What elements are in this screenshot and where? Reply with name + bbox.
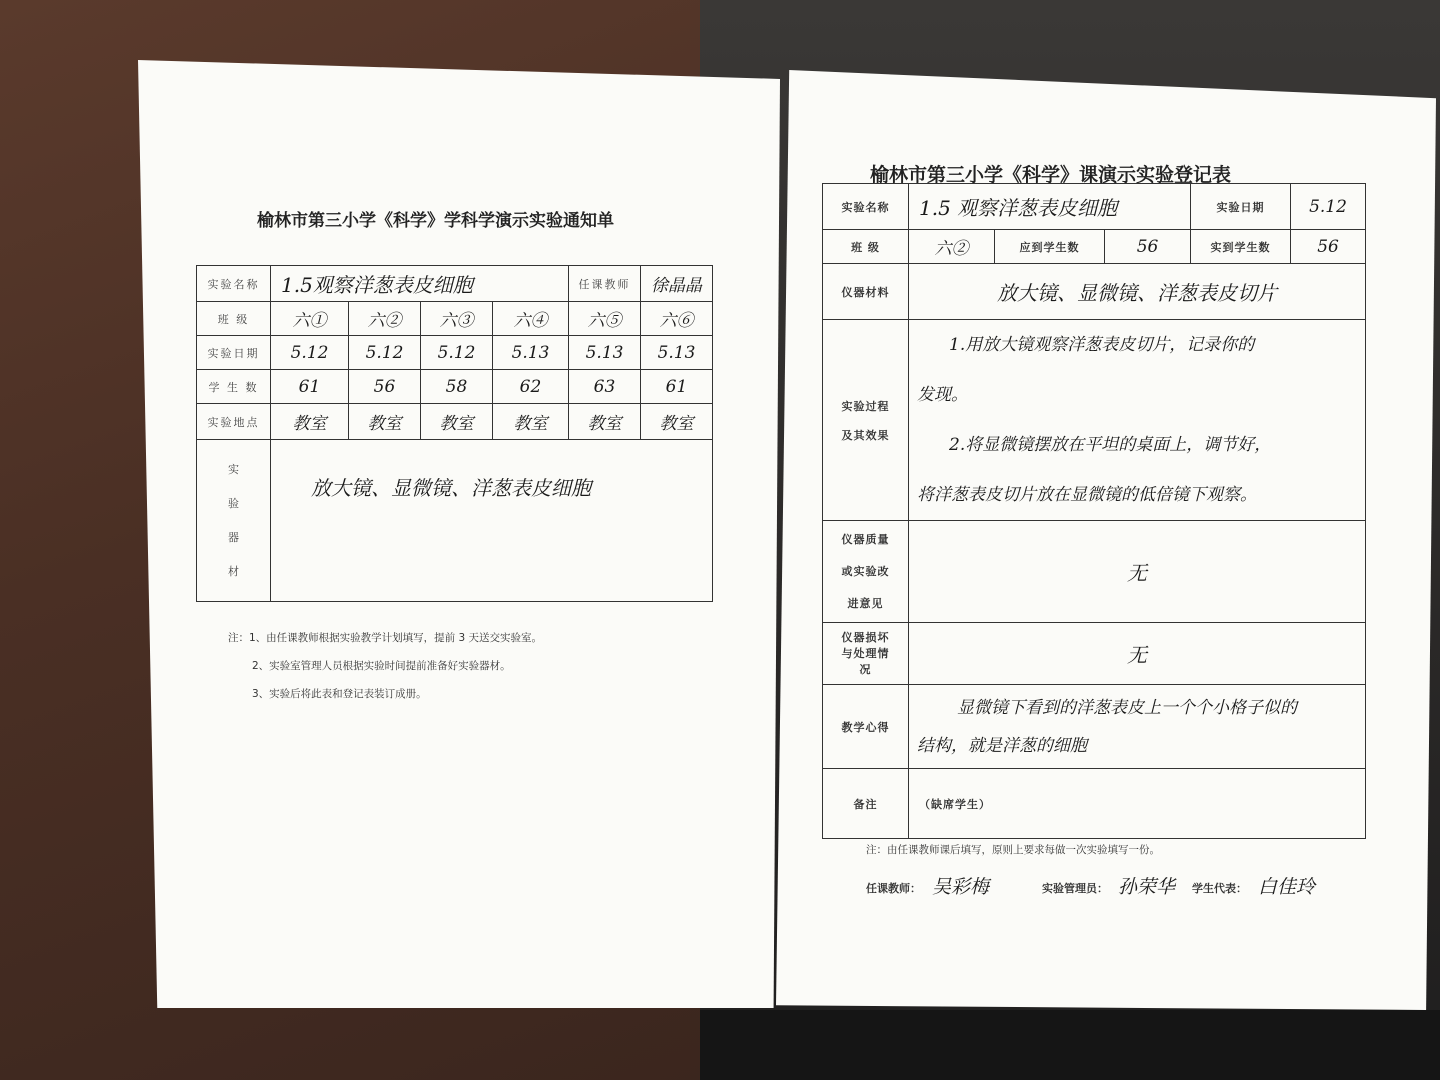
class-cell: 六⑥ (641, 302, 713, 336)
materials-label: 仪器材料 (823, 264, 909, 320)
note-line: 3、实验后将此表和登记表装订成册。 (252, 688, 427, 700)
experiment-name-label: 实验名称 (197, 266, 271, 302)
date-cell: 5.13 (493, 336, 569, 370)
equipment-label-char: 实 (228, 462, 239, 476)
students-cell: 63 (569, 370, 641, 404)
date-cell: 5.12 (349, 336, 421, 370)
location-label: 实验地点 (197, 404, 271, 440)
remarks-label: 备注 (823, 769, 909, 839)
table-row (823, 230, 1366, 264)
quality-label (823, 521, 909, 623)
teacher-label: 任课教师 (569, 266, 641, 302)
table-row (823, 264, 1366, 320)
process-line: 1.用放大镜观察洋葱表皮切片，记录你的 (949, 335, 1255, 355)
materials-value: 放大镜、显微镜、洋葱表皮切片 (909, 264, 1366, 320)
reflection-line: 显微镜下看到的洋葱表皮上一个个小格子似的 (957, 697, 1297, 718)
location-cell: 教室 (493, 404, 569, 440)
process-line: 2.将显微镜摆放在平坦的桌面上，调节好， (949, 435, 1272, 455)
equipment-label-char: 器 (228, 530, 239, 544)
note-line: 注：1、由任课教师根据实验教学计划填写，提前 3 天送交实验室。 (228, 632, 543, 644)
teacher-signature-label: 任课教师： (866, 882, 921, 895)
students-cell: 62 (493, 370, 569, 404)
table-row (823, 685, 1366, 769)
table-row (823, 521, 1366, 623)
damage-label-line: 仪器损坏 (841, 630, 890, 644)
expected-students-value: 56 (1105, 230, 1191, 264)
location-cell: 教室 (569, 404, 641, 440)
table-row (197, 370, 713, 404)
table-row (823, 320, 1366, 521)
reflection-label: 教学心得 (823, 685, 909, 769)
notice-form-table (196, 265, 713, 602)
admin-signature-label: 实验管理员： (1042, 882, 1108, 895)
class-label: 班 级 (823, 230, 909, 264)
equipment-value: 放大镜、显微镜、洋葱表皮细胞 (311, 476, 591, 500)
notice-form-title: 榆林市第三小学《科学》学科学演示实验通知单 (257, 211, 614, 231)
actual-students-label: 实到学生数 (1191, 230, 1291, 264)
table-row (197, 336, 713, 370)
table-row (823, 184, 1366, 230)
process-label-line: 及其效果 (841, 428, 890, 442)
signature-line (866, 870, 1346, 902)
class-cell: 六⑤ (569, 302, 641, 336)
damage-label (823, 623, 909, 685)
class-cell: 六③ (421, 302, 493, 336)
class-label: 班 级 (197, 302, 271, 336)
process-line: 发现。 (917, 385, 968, 405)
damage-value: 无 (909, 623, 1366, 685)
register-form-title: 榆林市第三小学《科学》课演示实验登记表 (870, 164, 1232, 186)
teacher-signature: 吴彩梅 (932, 876, 990, 898)
date-label: 实验日期 (1191, 184, 1291, 230)
equipment-label-char: 材 (228, 564, 239, 578)
reflection-cell (909, 685, 1366, 769)
equipment-cell (271, 440, 713, 602)
quality-label-line: 仪器质量 (841, 532, 890, 546)
table-row (823, 769, 1366, 839)
location-cell: 教室 (641, 404, 713, 440)
register-form-note: 注：由任课教师课后填写，原则上要求每做一次实验填写一份。 (866, 844, 1160, 856)
class-cell: 六② (349, 302, 421, 336)
quality-value: 无 (909, 521, 1366, 623)
process-line: 将洋葱表皮切片放在显微镜的低倍镜下观察。 (917, 485, 1257, 505)
students-cell: 56 (349, 370, 421, 404)
date-cell: 5.13 (569, 336, 641, 370)
class-cell: 六① (271, 302, 349, 336)
date-cell: 5.13 (641, 336, 713, 370)
quality-label-line: 或实验改 (841, 564, 890, 578)
table-row (197, 302, 713, 336)
class-value: 六② (909, 230, 995, 264)
actual-students-value: 56 (1291, 230, 1366, 264)
teacher-value: 徐晶晶 (641, 266, 713, 302)
location-cell: 教室 (271, 404, 349, 440)
students-cell: 58 (421, 370, 493, 404)
experiment-name-value: 1.5 观察洋葱表皮细胞 (909, 184, 1191, 230)
experiment-name-label: 实验名称 (823, 184, 909, 230)
process-cell (909, 320, 1366, 521)
location-cell: 教室 (349, 404, 421, 440)
damage-label-line: 与处理情 (841, 646, 890, 660)
location-cell: 教室 (421, 404, 493, 440)
experiment-name-value: 1.5观察洋葱表皮细胞 (271, 266, 569, 302)
note-line: 2、实验室管理人员根据实验时间提前准备好实验器材。 (252, 660, 511, 672)
reflection-line: 结构，就是洋葱的细胞 (917, 735, 1087, 756)
date-cell: 5.12 (421, 336, 493, 370)
process-label-line: 实验过程 (841, 399, 890, 413)
quality-label-line: 进意见 (847, 596, 884, 610)
remarks-value: （缺席学生） (909, 769, 1366, 839)
table-row (197, 440, 713, 602)
expected-students-label: 应到学生数 (995, 230, 1105, 264)
class-cell: 六④ (493, 302, 569, 336)
date-value: 5.12 (1291, 184, 1366, 230)
table-row (197, 404, 713, 440)
student-signature-label: 学生代表： (1192, 882, 1247, 895)
process-label (823, 320, 909, 521)
register-form-table (822, 183, 1366, 839)
table-row (197, 266, 713, 302)
students-label: 学 生 数 (197, 370, 271, 404)
table-row (823, 623, 1366, 685)
students-cell: 61 (271, 370, 349, 404)
date-cell: 5.12 (271, 336, 349, 370)
student-signature: 白佳玲 (1258, 876, 1316, 898)
notice-form-notes (228, 624, 542, 708)
damage-label-line: 况 (859, 662, 872, 676)
desk-edge (700, 1010, 1440, 1080)
date-label: 实验日期 (197, 336, 271, 370)
admin-signature: 孙荣华 (1118, 876, 1176, 898)
equipment-label-char: 验 (228, 496, 239, 510)
equipment-label (197, 440, 271, 602)
students-cell: 61 (641, 370, 713, 404)
